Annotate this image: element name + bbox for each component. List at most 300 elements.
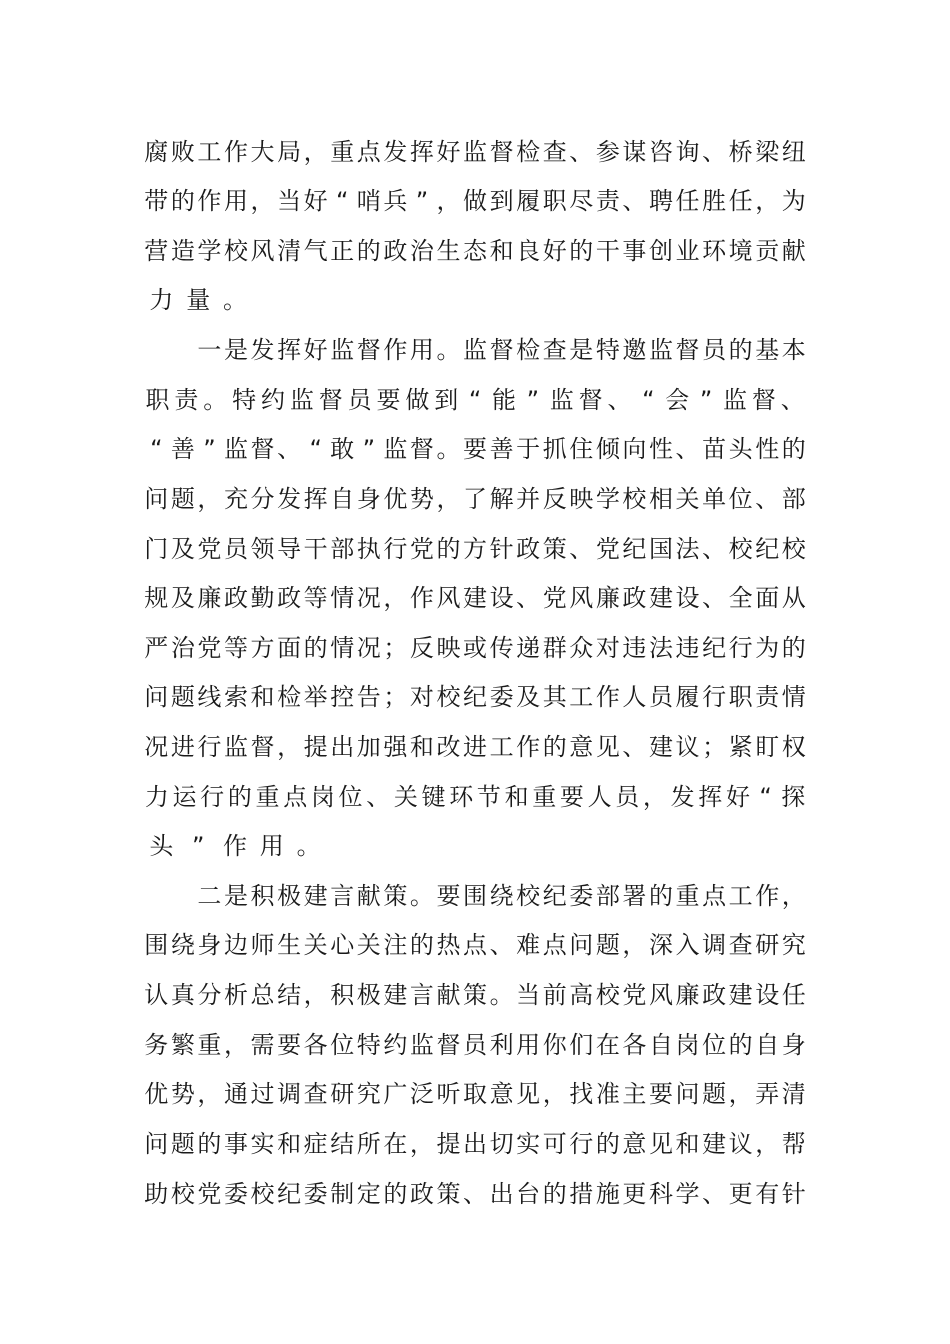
text-char: 业 xyxy=(675,237,700,265)
text-line xyxy=(143,1074,807,1114)
text-char: 。 xyxy=(436,336,461,364)
text-char: 映 xyxy=(436,634,461,662)
text-char: 好 xyxy=(725,783,750,811)
text-char: 监 xyxy=(722,386,747,414)
text-char: 极 xyxy=(277,882,302,910)
text-char: 行 xyxy=(197,733,222,761)
text-char: 探 xyxy=(781,783,806,811)
text-char: 要 xyxy=(648,1080,673,1108)
text-char: 重 xyxy=(675,882,700,910)
text-char: 挥 xyxy=(698,783,723,811)
text-char: 作 xyxy=(755,882,780,910)
text-char: 做 xyxy=(463,187,488,215)
text-char: 台 xyxy=(516,1180,541,1208)
text-char: 委 xyxy=(303,1180,328,1208)
text-char: 、 xyxy=(489,931,514,959)
text-char: 出 xyxy=(330,733,355,761)
text-char: 、 xyxy=(675,435,700,463)
text-char: 问 xyxy=(569,931,594,959)
text-char: 关 xyxy=(393,783,418,811)
text-char: 执 xyxy=(356,535,381,563)
text-char: 的 xyxy=(383,1180,408,1208)
text-char: 用 xyxy=(516,1031,541,1059)
text-char: 点 xyxy=(702,882,727,910)
text-char: 特 xyxy=(595,336,620,364)
text-char: 切 xyxy=(489,1130,514,1158)
text-char: 查 xyxy=(542,138,567,166)
text-char: 检 xyxy=(516,138,541,166)
text-char: ” xyxy=(191,832,205,860)
text-char: 身 xyxy=(197,931,222,959)
text-char: 态 xyxy=(463,237,488,265)
text-char: ， xyxy=(728,1080,753,1108)
text-char: 师 xyxy=(250,931,275,959)
text-char: 纪 xyxy=(542,882,567,910)
text-char: 及 xyxy=(170,584,195,612)
text-char: 邀 xyxy=(622,336,647,364)
indent-space xyxy=(170,330,197,370)
text-char: 人 xyxy=(587,783,612,811)
text-char: 自 xyxy=(330,485,355,513)
text-char: 析 xyxy=(223,981,248,1009)
text-char: 清 xyxy=(277,237,302,265)
text-char: 性 xyxy=(755,435,780,463)
text-char: 检 xyxy=(516,336,541,364)
text-char: 规 xyxy=(144,584,169,612)
text-char: 众 xyxy=(569,634,594,662)
text-char: 约 xyxy=(260,386,285,414)
text-char: 的 xyxy=(227,783,252,811)
text-char: 勤 xyxy=(250,584,275,612)
text-char: 总 xyxy=(250,981,275,1009)
text-line xyxy=(143,1124,807,1164)
text-char: 头 xyxy=(149,832,174,860)
text-char: 递 xyxy=(516,634,541,662)
text-char: 学 xyxy=(197,237,222,265)
text-char: ， xyxy=(755,187,780,215)
text-char: 工 xyxy=(728,882,753,910)
text-char: 本 xyxy=(781,336,806,364)
text-char: 门 xyxy=(144,535,169,563)
text-char: 听 xyxy=(436,1080,461,1108)
text-char: 治 xyxy=(409,237,434,265)
text-char: ； xyxy=(383,634,408,662)
text-char: 、 xyxy=(463,1180,488,1208)
text-char: 意 xyxy=(569,733,594,761)
text-char: 任 xyxy=(781,981,806,1009)
text-char: 题 xyxy=(170,683,195,711)
text-char: 问 xyxy=(144,1130,169,1158)
text-char: 当 xyxy=(516,981,541,1009)
text-char: 帮 xyxy=(781,1130,806,1158)
text-char: 助 xyxy=(144,1180,169,1208)
text-char: 映 xyxy=(569,485,594,513)
text-char: 建 xyxy=(648,584,673,612)
text-char: 、 xyxy=(702,535,727,563)
text-char: 弄 xyxy=(755,1080,780,1108)
text-char: 方 xyxy=(250,634,275,662)
text-char: 督 xyxy=(578,386,603,414)
text-char: 能 xyxy=(491,386,516,414)
text-char: 挥 xyxy=(277,336,302,364)
text-char: 策 xyxy=(542,535,567,563)
text-char: ” xyxy=(699,386,713,414)
text-char: 作 xyxy=(222,832,247,860)
text-char: 督 xyxy=(489,336,514,364)
text-char: 措 xyxy=(569,1180,594,1208)
text-char: 提 xyxy=(436,1130,461,1158)
text-char: 作 xyxy=(409,584,434,612)
text-char: 国 xyxy=(648,535,673,563)
text-char: 力 xyxy=(144,783,169,811)
text-char: 告 xyxy=(356,683,381,711)
text-char: 积 xyxy=(250,882,275,910)
text-char: 题 xyxy=(170,485,195,513)
text-char: 查 xyxy=(303,1080,328,1108)
text-char: ， xyxy=(277,733,302,761)
text-char: 繁 xyxy=(170,1031,195,1059)
text-char: 政 xyxy=(702,981,727,1009)
text-char: 督 xyxy=(318,386,343,414)
text-char: 分 xyxy=(250,485,275,513)
text-char: 反 xyxy=(409,634,434,662)
text-line xyxy=(143,280,807,320)
text-char: 监 xyxy=(289,386,314,414)
text-char: 题 xyxy=(170,1130,195,1158)
text-char: 一 xyxy=(197,336,222,364)
text-char: 出 xyxy=(463,1130,488,1158)
text-char: 优 xyxy=(144,1080,169,1108)
text-char: 监 xyxy=(463,336,488,364)
text-char: 领 xyxy=(250,535,275,563)
text-char: 究 xyxy=(356,1080,381,1108)
text-char: 到 xyxy=(489,187,514,215)
text-line xyxy=(143,777,807,817)
text-char: 要 xyxy=(463,435,488,463)
text-char: 校 xyxy=(170,1180,195,1208)
text-char: 键 xyxy=(421,783,446,811)
text-char: 、 xyxy=(702,584,727,612)
text-char: 校 xyxy=(728,535,753,563)
text-char: 等 xyxy=(223,634,248,662)
text-char: 委 xyxy=(223,1180,248,1208)
text-char: 需 xyxy=(250,1031,275,1059)
text-char: 行 xyxy=(569,1130,594,1158)
text-char: ， xyxy=(197,485,222,513)
text-char: 问 xyxy=(144,485,169,513)
text-char: 纽 xyxy=(781,138,806,166)
text-char: “ xyxy=(336,187,349,215)
text-char: 建 xyxy=(702,1130,727,1158)
text-char: “ xyxy=(309,435,322,463)
text-char: “ xyxy=(642,386,655,414)
text-char: 通 xyxy=(223,1080,248,1108)
text-char: 监 xyxy=(463,138,488,166)
text-char: 监 xyxy=(648,336,673,364)
text-char: 党 xyxy=(409,535,434,563)
text-char: 兵 xyxy=(383,187,408,215)
text-char: ， xyxy=(755,1130,780,1158)
text-char: 基 xyxy=(755,336,780,364)
text-char: 重 xyxy=(197,1031,222,1059)
text-char: 当 xyxy=(277,187,302,215)
text-char: 。 xyxy=(203,386,228,414)
text-char: 学 xyxy=(595,485,620,513)
text-char: 可 xyxy=(542,1130,567,1158)
text-char: 风 xyxy=(569,584,594,612)
text-char: 泛 xyxy=(409,1080,434,1108)
text-char: 调 xyxy=(277,1080,302,1108)
text-char: 举 xyxy=(303,683,328,711)
text-char: 和 xyxy=(409,733,434,761)
text-char: ， xyxy=(622,931,647,959)
text-char: 监 xyxy=(223,435,248,463)
text-char: 针 xyxy=(781,1180,806,1208)
text-char: 政 xyxy=(277,584,302,612)
text-line xyxy=(143,826,807,866)
text-char: 廉 xyxy=(675,981,700,1009)
text-char: 履 xyxy=(516,187,541,215)
text-char: ” xyxy=(526,386,540,414)
text-char: 是 xyxy=(223,882,248,910)
text-char: 治 xyxy=(170,634,195,662)
text-char: 解 xyxy=(489,485,514,513)
text-char: 取 xyxy=(463,1080,488,1108)
text-char: 的 xyxy=(436,535,461,563)
text-char: 带 xyxy=(144,187,169,215)
text-char: 性 xyxy=(648,435,673,463)
text-line xyxy=(143,925,807,965)
text-line xyxy=(143,876,807,916)
text-char: 积 xyxy=(330,981,355,1009)
text-char: 前 xyxy=(542,981,567,1009)
text-char: 、 xyxy=(366,783,391,811)
text-char: 聘 xyxy=(648,187,673,215)
text-char: 强 xyxy=(383,733,408,761)
text-char: 纪 xyxy=(755,535,780,563)
text-char: 建 xyxy=(648,733,673,761)
text-char: 敢 xyxy=(330,435,355,463)
text-char: 检 xyxy=(277,683,302,711)
text-char: 胜 xyxy=(702,187,727,215)
text-char: 员 xyxy=(702,336,727,364)
text-char: 大 xyxy=(250,138,275,166)
text-char: 咨 xyxy=(648,138,673,166)
text-char: 盯 xyxy=(755,733,780,761)
text-char: 校 xyxy=(781,535,806,563)
text-char: 传 xyxy=(489,634,514,662)
text-char: 会 xyxy=(665,386,690,414)
text-char: 身 xyxy=(781,1031,806,1059)
text-char: 充 xyxy=(223,485,248,513)
text-char: 献 xyxy=(781,237,806,265)
text-char: 位 xyxy=(728,485,753,513)
text-char: 设 xyxy=(755,981,780,1009)
text-char: 改 xyxy=(436,733,461,761)
text-char: 身 xyxy=(356,485,381,513)
text-char: 建 xyxy=(728,981,753,1009)
text-line xyxy=(143,181,807,221)
text-char: 好 xyxy=(303,336,328,364)
text-char: 设 xyxy=(489,584,514,612)
text-line xyxy=(143,677,807,717)
text-char: 风 xyxy=(436,584,461,612)
indent-space xyxy=(143,330,170,370)
text-char: “ xyxy=(759,783,772,811)
text-char: 于 xyxy=(516,435,541,463)
text-char: 法 xyxy=(648,634,673,662)
text-char: 有 xyxy=(755,1180,780,1208)
text-char: 并 xyxy=(516,485,541,513)
text-char: 用 xyxy=(223,187,248,215)
text-char: 要 xyxy=(277,1031,302,1059)
text-char: 题 xyxy=(702,1080,727,1108)
text-char: 边 xyxy=(223,931,248,959)
text-char: 任 xyxy=(675,187,700,215)
text-char: 进 xyxy=(170,733,195,761)
text-char: 献 xyxy=(356,882,381,910)
text-char: 情 xyxy=(330,584,355,612)
text-char: 自 xyxy=(755,1031,780,1059)
text-char: 、 xyxy=(702,138,727,166)
text-char: 权 xyxy=(781,733,806,761)
text-char: 索 xyxy=(223,683,248,711)
text-char: 做 xyxy=(405,386,430,414)
text-char: 言 xyxy=(409,981,434,1009)
text-char: 二 xyxy=(197,882,222,910)
text-char: 献 xyxy=(436,981,461,1009)
text-char: 事 xyxy=(622,237,647,265)
text-char: 议 xyxy=(728,1130,753,1158)
text-char: 倾 xyxy=(595,435,620,463)
text-char: 督 xyxy=(751,386,776,414)
text-char: 廉 xyxy=(197,584,222,612)
text-char: ， xyxy=(303,138,328,166)
text-char: 的 xyxy=(409,931,434,959)
text-char: 在 xyxy=(595,1031,620,1059)
text-char: 桥 xyxy=(728,138,753,166)
text-char: 群 xyxy=(542,634,567,662)
text-char: 围 xyxy=(144,931,169,959)
text-char: 建 xyxy=(303,882,328,910)
text-char: 各 xyxy=(622,1031,647,1059)
text-char: 况 xyxy=(144,733,169,761)
text-char: 政 xyxy=(516,535,541,563)
text-line xyxy=(143,380,807,420)
text-char: 员 xyxy=(615,783,640,811)
text-char: 为 xyxy=(755,634,780,662)
text-char: 意 xyxy=(622,1130,647,1158)
text-line xyxy=(143,628,807,668)
text-char: 的 xyxy=(781,634,806,662)
text-char: 是 xyxy=(223,336,248,364)
text-char: 良 xyxy=(516,237,541,265)
text-char: 作 xyxy=(516,733,541,761)
text-char: 势 xyxy=(170,1080,195,1108)
text-char: 境 xyxy=(728,237,753,265)
text-char: 运 xyxy=(172,783,197,811)
text-char: 部 xyxy=(595,882,620,910)
text-char: 利 xyxy=(489,1031,514,1059)
text-char: 及 xyxy=(170,535,195,563)
text-char: 败 xyxy=(170,138,195,166)
text-char: 热 xyxy=(436,931,461,959)
text-char: 向 xyxy=(622,435,647,463)
text-char: 、 xyxy=(569,138,594,166)
text-char: 议 xyxy=(675,733,700,761)
text-char: 气 xyxy=(303,237,328,265)
text-char: 作 xyxy=(383,336,408,364)
text-char: 监 xyxy=(549,386,574,414)
text-char: 是 xyxy=(569,336,594,364)
text-char: 的 xyxy=(542,733,567,761)
text-char: ， xyxy=(303,981,328,1009)
text-char: 督 xyxy=(436,1031,461,1059)
text-char: 政 xyxy=(223,584,248,612)
text-char: 所 xyxy=(356,1130,381,1158)
text-char: 到 xyxy=(434,386,459,414)
text-char: 、 xyxy=(622,187,647,215)
text-char: 尽 xyxy=(569,187,594,215)
text-char: 发 xyxy=(383,138,408,166)
text-char: 部 xyxy=(781,485,806,513)
text-char: 梁 xyxy=(755,138,780,166)
text-char: 深 xyxy=(648,931,673,959)
text-char: 督 xyxy=(356,336,381,364)
text-char: 。 xyxy=(409,882,434,910)
text-char: “ xyxy=(468,386,482,414)
text-char: 特 xyxy=(356,1031,381,1059)
text-char: “ xyxy=(150,435,163,463)
text-char: 的 xyxy=(728,1031,753,1059)
text-char: 署 xyxy=(622,882,647,910)
text-char: 调 xyxy=(702,931,727,959)
text-char: 党 xyxy=(197,1180,222,1208)
text-char: 和 xyxy=(489,237,514,265)
text-char: 问 xyxy=(675,1080,700,1108)
text-char: 党 xyxy=(197,535,222,563)
text-char: 党 xyxy=(197,634,222,662)
text-char: 找 xyxy=(569,1080,594,1108)
text-char: 导 xyxy=(277,535,302,563)
text-char: 况 xyxy=(356,634,381,662)
text-char: 督 xyxy=(409,435,434,463)
text-char: 控 xyxy=(330,683,355,711)
text-char: 节 xyxy=(476,783,501,811)
text-char: 、 xyxy=(755,485,780,513)
text-char: 制 xyxy=(330,1180,355,1208)
text-char: 们 xyxy=(569,1031,594,1059)
text-line xyxy=(143,330,807,370)
text-char: 。 xyxy=(222,286,247,314)
text-char: 党 xyxy=(622,981,647,1009)
text-char: 腐 xyxy=(144,138,169,166)
text-char: 的 xyxy=(595,1130,620,1158)
text-char: 主 xyxy=(622,1080,647,1108)
text-char: 线 xyxy=(197,683,222,711)
text-char: 重 xyxy=(255,783,280,811)
text-char: 抓 xyxy=(542,435,567,463)
text-char: 策 xyxy=(383,882,408,910)
text-char: 入 xyxy=(675,931,700,959)
text-char: 策 xyxy=(463,981,488,1009)
text-char: 苗 xyxy=(702,435,727,463)
text-char: 纪 xyxy=(702,634,727,662)
text-char: 优 xyxy=(383,485,408,513)
text-char: ； xyxy=(383,683,408,711)
text-char: 作 xyxy=(223,138,248,166)
text-char: 好 xyxy=(436,138,461,166)
